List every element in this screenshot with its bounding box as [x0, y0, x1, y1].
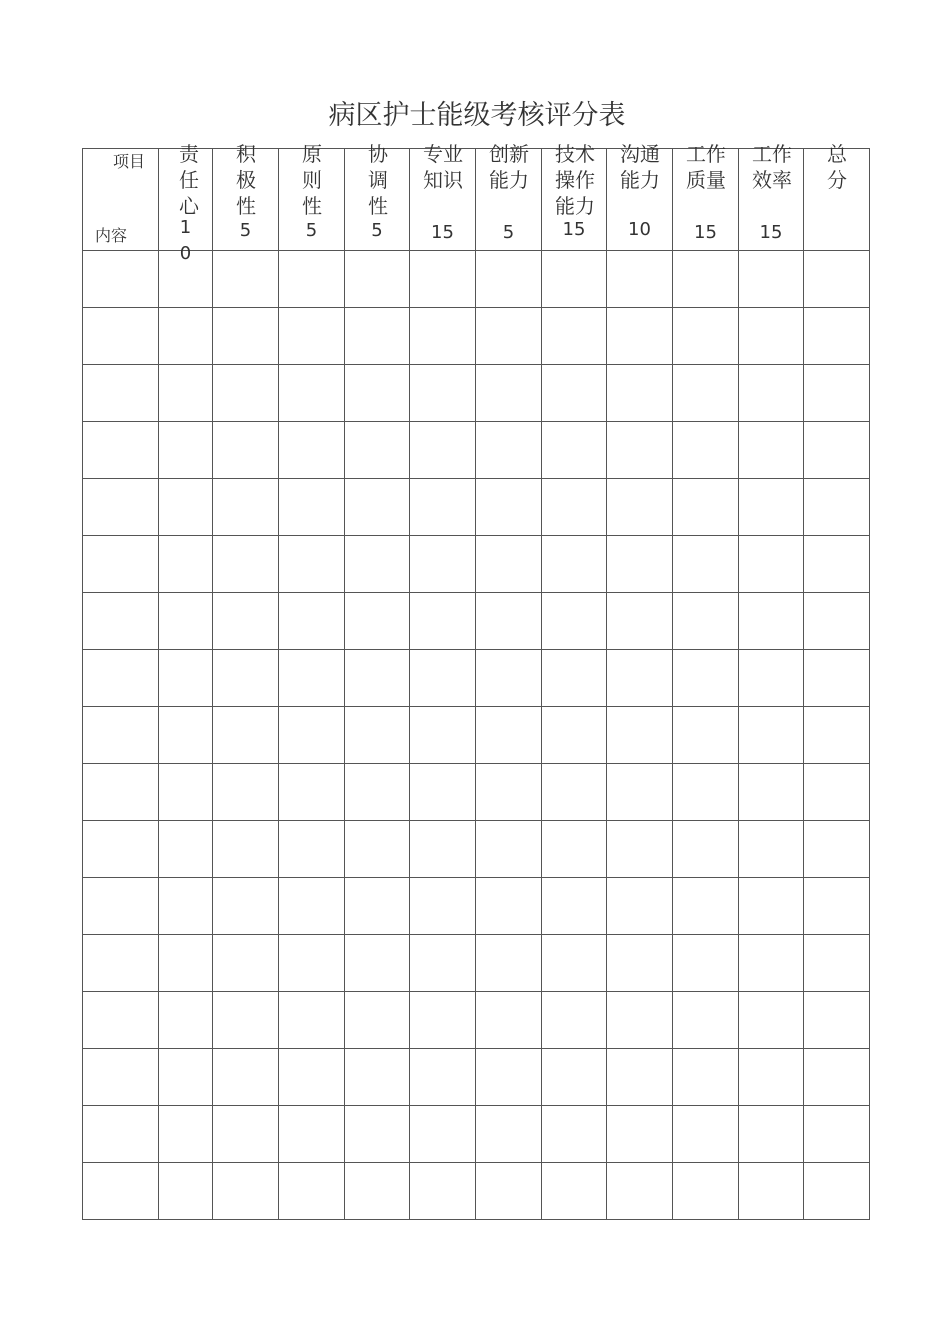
row-name-cell[interactable]: [83, 935, 159, 992]
score-input-cell[interactable]: [279, 536, 345, 593]
score-input-cell[interactable]: [673, 593, 739, 650]
score-input-cell[interactable]: [607, 251, 673, 308]
score-input-cell[interactable]: [213, 707, 279, 764]
corner-label-item: 项目: [113, 152, 146, 171]
column-label: 创新能力: [489, 142, 529, 192]
score-input-cell[interactable]: [159, 707, 213, 764]
header-cell-work-efficiency: [739, 142, 804, 251]
score-input-cell[interactable]: [542, 422, 607, 479]
score-input-cell[interactable]: [739, 1106, 804, 1163]
row-name-cell[interactable]: [83, 764, 159, 821]
score-input-cell[interactable]: [673, 422, 739, 479]
score-input-cell[interactable]: [345, 308, 410, 365]
score-input-cell[interactable]: [213, 479, 279, 536]
score-input-cell[interactable]: [213, 1106, 279, 1163]
score-input-cell[interactable]: [542, 821, 607, 878]
score-input-cell[interactable]: [607, 1163, 673, 1220]
score-input-cell[interactable]: [159, 1163, 213, 1220]
score-input-cell[interactable]: [279, 1106, 345, 1163]
score-input-cell[interactable]: [410, 992, 476, 1049]
score-input-cell[interactable]: [279, 764, 345, 821]
table-row: [83, 650, 870, 707]
score-input-cell[interactable]: [476, 878, 542, 935]
score-input-cell[interactable]: [279, 593, 345, 650]
score-input-cell[interactable]: [345, 992, 410, 1049]
row-name-cell[interactable]: [83, 593, 159, 650]
column-score-cont: 0: [179, 243, 192, 264]
score-input-cell[interactable]: [410, 935, 476, 992]
score-input-cell[interactable]: [607, 992, 673, 1049]
score-input-cell[interactable]: [345, 365, 410, 422]
score-input-cell[interactable]: [673, 1163, 739, 1220]
score-input-cell[interactable]: [159, 1106, 213, 1163]
score-input-cell[interactable]: [213, 878, 279, 935]
table-row: [83, 707, 870, 764]
score-input-cell[interactable]: [607, 764, 673, 821]
score-input-cell[interactable]: [607, 707, 673, 764]
score-input-cell[interactable]: [542, 308, 607, 365]
row-name-cell[interactable]: [83, 422, 159, 479]
score-input-cell[interactable]: [542, 1163, 607, 1220]
row-name-cell[interactable]: [83, 1106, 159, 1163]
score-input-cell[interactable]: [345, 251, 410, 308]
score-entry-rows: [83, 251, 870, 1220]
score-input-cell[interactable]: [476, 1163, 542, 1220]
score-input-cell[interactable]: [476, 707, 542, 764]
header-cell-innovation: [476, 142, 542, 251]
score-input-cell[interactable]: [804, 536, 870, 593]
score-input-cell[interactable]: [673, 479, 739, 536]
score-input-cell[interactable]: [159, 422, 213, 479]
score-input-cell[interactable]: [542, 650, 607, 707]
score-input-cell[interactable]: [279, 878, 345, 935]
score-input-cell[interactable]: [279, 422, 345, 479]
score-input-cell[interactable]: [279, 707, 345, 764]
row-name-cell[interactable]: [83, 878, 159, 935]
score-input-cell[interactable]: [476, 821, 542, 878]
score-input-cell[interactable]: [410, 878, 476, 935]
column-label: 工作质量: [686, 142, 726, 192]
score-input-cell[interactable]: [279, 821, 345, 878]
score-input-cell[interactable]: [542, 935, 607, 992]
corner-label-content: 内容: [95, 226, 128, 245]
score-input-cell[interactable]: [673, 650, 739, 707]
score-input-cell[interactable]: [739, 536, 804, 593]
header-cell-total: [804, 142, 870, 251]
score-input-cell[interactable]: [607, 878, 673, 935]
table-row: [83, 365, 870, 422]
score-input-cell[interactable]: [159, 650, 213, 707]
score-input-cell[interactable]: [542, 992, 607, 1049]
score-input-cell[interactable]: [804, 707, 870, 764]
score-input-cell[interactable]: [542, 1049, 607, 1106]
score-input-cell[interactable]: [213, 365, 279, 422]
score-input-cell[interactable]: [673, 365, 739, 422]
score-input-cell[interactable]: [739, 251, 804, 308]
score-input-cell[interactable]: [345, 1106, 410, 1163]
score-input-cell[interactable]: [739, 992, 804, 1049]
table-row: [83, 992, 870, 1049]
score-input-cell[interactable]: [673, 764, 739, 821]
score-input-cell[interactable]: [739, 1163, 804, 1220]
table-row: [83, 821, 870, 878]
score-input-cell[interactable]: [476, 593, 542, 650]
score-input-cell[interactable]: [345, 878, 410, 935]
score-input-cell[interactable]: [476, 1049, 542, 1106]
score-input-cell[interactable]: [804, 1049, 870, 1106]
column-score: 5: [239, 220, 252, 241]
score-input-cell[interactable]: [410, 707, 476, 764]
row-name-cell[interactable]: [83, 1163, 159, 1220]
column-label: 协调性: [368, 142, 388, 218]
score-input-cell[interactable]: [345, 536, 410, 593]
score-input-cell[interactable]: [345, 821, 410, 878]
column-label: 工作效率: [752, 142, 792, 192]
score-input-cell[interactable]: [410, 650, 476, 707]
column-score: 15: [562, 219, 586, 240]
score-input-cell[interactable]: [279, 1049, 345, 1106]
score-input-cell[interactable]: [410, 365, 476, 422]
score-input-cell[interactable]: [739, 650, 804, 707]
score-input-cell[interactable]: [279, 992, 345, 1049]
score-input-cell[interactable]: [607, 650, 673, 707]
score-input-cell[interactable]: [673, 308, 739, 365]
score-input-cell[interactable]: [279, 935, 345, 992]
corner-cell: [83, 149, 159, 251]
score-input-cell[interactable]: [476, 365, 542, 422]
score-input-cell[interactable]: [410, 821, 476, 878]
score-input-cell[interactable]: [673, 1106, 739, 1163]
score-input-cell[interactable]: [739, 593, 804, 650]
column-score: 15: [694, 222, 717, 243]
table-row: [83, 1106, 870, 1163]
score-input-cell[interactable]: [607, 1049, 673, 1106]
score-input-cell[interactable]: [673, 707, 739, 764]
score-input-cell[interactable]: [804, 878, 870, 935]
score-input-cell[interactable]: [804, 821, 870, 878]
score-input-cell[interactable]: [476, 1106, 542, 1163]
score-input-cell[interactable]: [739, 821, 804, 878]
score-input-cell[interactable]: [159, 1049, 213, 1106]
score-input-cell[interactable]: [345, 935, 410, 992]
score-input-cell[interactable]: [213, 935, 279, 992]
column-score: 5: [305, 220, 318, 241]
column-label: 总分: [827, 142, 847, 192]
score-input-cell[interactable]: [159, 308, 213, 365]
score-input-cell[interactable]: [476, 251, 542, 308]
score-input-cell[interactable]: [673, 935, 739, 992]
row-name-cell[interactable]: [83, 365, 159, 422]
score-input-cell[interactable]: [739, 479, 804, 536]
score-input-cell[interactable]: [804, 593, 870, 650]
score-input-cell[interactable]: [279, 650, 345, 707]
column-label: 责任心: [179, 142, 199, 218]
table-row: [83, 1163, 870, 1220]
column-label: 原则性: [302, 142, 322, 218]
score-input-cell[interactable]: [739, 878, 804, 935]
score-input-cell[interactable]: [542, 365, 607, 422]
score-input-cell[interactable]: [739, 935, 804, 992]
score-input-cell[interactable]: [213, 251, 279, 308]
score-input-cell[interactable]: [542, 1106, 607, 1163]
score-input-cell[interactable]: [159, 764, 213, 821]
score-input-cell[interactable]: [673, 536, 739, 593]
score-input-cell[interactable]: [804, 479, 870, 536]
score-input-cell[interactable]: [410, 536, 476, 593]
table-row: [83, 593, 870, 650]
table-row: [83, 935, 870, 992]
header-row: [83, 149, 870, 251]
score-input-cell[interactable]: [542, 764, 607, 821]
score-input-cell[interactable]: [345, 707, 410, 764]
score-input-cell[interactable]: [213, 821, 279, 878]
header-cell-professional-knowledge: [410, 142, 476, 251]
score-input-cell[interactable]: [542, 878, 607, 935]
score-input-cell[interactable]: [804, 650, 870, 707]
score-input-cell[interactable]: [739, 707, 804, 764]
row-name-cell[interactable]: [83, 251, 159, 308]
table-row: [83, 479, 870, 536]
table-row: [83, 308, 870, 365]
score-input-cell[interactable]: [410, 1163, 476, 1220]
row-name-cell[interactable]: [83, 992, 159, 1049]
score-input-cell[interactable]: [345, 1049, 410, 1106]
score-input-cell[interactable]: [410, 308, 476, 365]
score-input-cell[interactable]: [410, 593, 476, 650]
score-input-cell[interactable]: [476, 650, 542, 707]
score-input-cell[interactable]: [213, 593, 279, 650]
score-input-cell[interactable]: [345, 650, 410, 707]
score-input-cell[interactable]: [345, 764, 410, 821]
score-input-cell[interactable]: [739, 764, 804, 821]
score-input-cell[interactable]: [159, 878, 213, 935]
score-input-cell[interactable]: [739, 422, 804, 479]
score-input-cell[interactable]: [476, 308, 542, 365]
column-score: 10: [628, 219, 651, 240]
score-input-cell[interactable]: [476, 992, 542, 1049]
score-input-cell[interactable]: [673, 251, 739, 308]
score-input-cell[interactable]: [607, 935, 673, 992]
score-input-cell[interactable]: [804, 1163, 870, 1220]
header-cell-responsibility: [159, 142, 213, 264]
score-input-cell[interactable]: [410, 764, 476, 821]
score-input-cell[interactable]: [673, 878, 739, 935]
row-name-cell[interactable]: [83, 707, 159, 764]
table-row: [83, 878, 870, 935]
score-input-cell[interactable]: [739, 308, 804, 365]
score-input-cell[interactable]: [410, 251, 476, 308]
score-input-cell[interactable]: [345, 1163, 410, 1220]
score-input-cell[interactable]: [213, 536, 279, 593]
score-input-cell[interactable]: [542, 707, 607, 764]
score-input-cell[interactable]: [804, 422, 870, 479]
score-input-cell[interactable]: [607, 479, 673, 536]
row-name-cell[interactable]: [83, 821, 159, 878]
column-score: 5: [371, 220, 383, 241]
score-input-cell[interactable]: [607, 422, 673, 479]
score-input-cell[interactable]: [476, 935, 542, 992]
score-input-cell[interactable]: [542, 593, 607, 650]
score-input-cell[interactable]: [410, 422, 476, 479]
column-label: 沟通能力: [620, 142, 660, 192]
score-input-cell[interactable]: [345, 422, 410, 479]
score-input-cell[interactable]: [213, 650, 279, 707]
header-cell-work-quality: [673, 142, 739, 251]
header-cell-technical-skill: [542, 142, 607, 251]
score-input-cell[interactable]: [804, 935, 870, 992]
row-name-cell[interactable]: [83, 308, 159, 365]
header-cell-coordination: [345, 142, 410, 251]
score-input-cell[interactable]: [213, 764, 279, 821]
score-input-cell[interactable]: [213, 1049, 279, 1106]
row-name-cell[interactable]: [83, 479, 159, 536]
score-input-cell[interactable]: [345, 479, 410, 536]
column-score: 15: [431, 222, 454, 243]
score-input-cell[interactable]: [213, 422, 279, 479]
score-input-cell[interactable]: [739, 365, 804, 422]
score-input-cell[interactable]: [804, 251, 870, 308]
score-table: [82, 142, 870, 1220]
score-input-cell[interactable]: [476, 764, 542, 821]
score-input-cell[interactable]: [673, 992, 739, 1049]
score-input-cell[interactable]: [279, 308, 345, 365]
score-input-cell[interactable]: [476, 536, 542, 593]
table-row: [83, 764, 870, 821]
score-input-cell[interactable]: [159, 821, 213, 878]
score-input-cell[interactable]: [607, 308, 673, 365]
score-input-cell[interactable]: [159, 992, 213, 1049]
score-input-cell[interactable]: [279, 251, 345, 308]
score-input-cell[interactable]: [607, 365, 673, 422]
score-input-cell[interactable]: [673, 1049, 739, 1106]
score-input-cell[interactable]: [410, 1049, 476, 1106]
page-title: 病区护士能级考核评分表: [328, 100, 626, 131]
score-input-cell[interactable]: [542, 479, 607, 536]
score-input-cell[interactable]: [804, 308, 870, 365]
column-label: 专业知识: [423, 142, 463, 192]
column-score: 5: [502, 222, 515, 243]
table-row: [83, 1049, 870, 1106]
row-name-cell[interactable]: [83, 536, 159, 593]
row-name-cell[interactable]: [83, 650, 159, 707]
score-input-cell[interactable]: [804, 365, 870, 422]
score-input-cell[interactable]: [542, 251, 607, 308]
score-input-cell[interactable]: [213, 1163, 279, 1220]
row-name-cell[interactable]: [83, 1049, 159, 1106]
score-input-cell[interactable]: [345, 593, 410, 650]
score-input-cell[interactable]: [804, 764, 870, 821]
column-score: 15: [759, 222, 783, 243]
score-input-cell[interactable]: [159, 365, 213, 422]
score-input-cell[interactable]: [159, 935, 213, 992]
column-label: 技术操作能力: [555, 142, 595, 218]
column-score: 1: [179, 217, 192, 238]
score-input-cell[interactable]: [410, 479, 476, 536]
score-input-cell[interactable]: [804, 1106, 870, 1163]
score-input-cell[interactable]: [279, 365, 345, 422]
score-input-cell[interactable]: [279, 1163, 345, 1220]
score-input-cell[interactable]: [476, 479, 542, 536]
score-input-cell[interactable]: [607, 593, 673, 650]
score-input-cell[interactable]: [673, 821, 739, 878]
score-input-cell[interactable]: [607, 536, 673, 593]
score-input-cell[interactable]: [213, 308, 279, 365]
score-input-cell[interactable]: [607, 821, 673, 878]
score-input-cell[interactable]: [476, 422, 542, 479]
score-input-cell[interactable]: [159, 593, 213, 650]
header-cell-principle: [279, 142, 345, 251]
table-row: [83, 536, 870, 593]
column-label: 积极性: [236, 142, 256, 218]
score-input-cell[interactable]: [159, 536, 213, 593]
table-row: [83, 422, 870, 479]
header-cell-initiative: [213, 142, 279, 251]
score-input-cell[interactable]: [542, 536, 607, 593]
score-input-cell[interactable]: [607, 1106, 673, 1163]
score-input-cell[interactable]: [410, 1106, 476, 1163]
score-input-cell[interactable]: [159, 479, 213, 536]
score-input-cell[interactable]: [279, 479, 345, 536]
score-input-cell[interactable]: [739, 1049, 804, 1106]
score-input-cell[interactable]: [804, 992, 870, 1049]
header-cell-communication: [607, 142, 673, 251]
score-input-cell[interactable]: [213, 992, 279, 1049]
